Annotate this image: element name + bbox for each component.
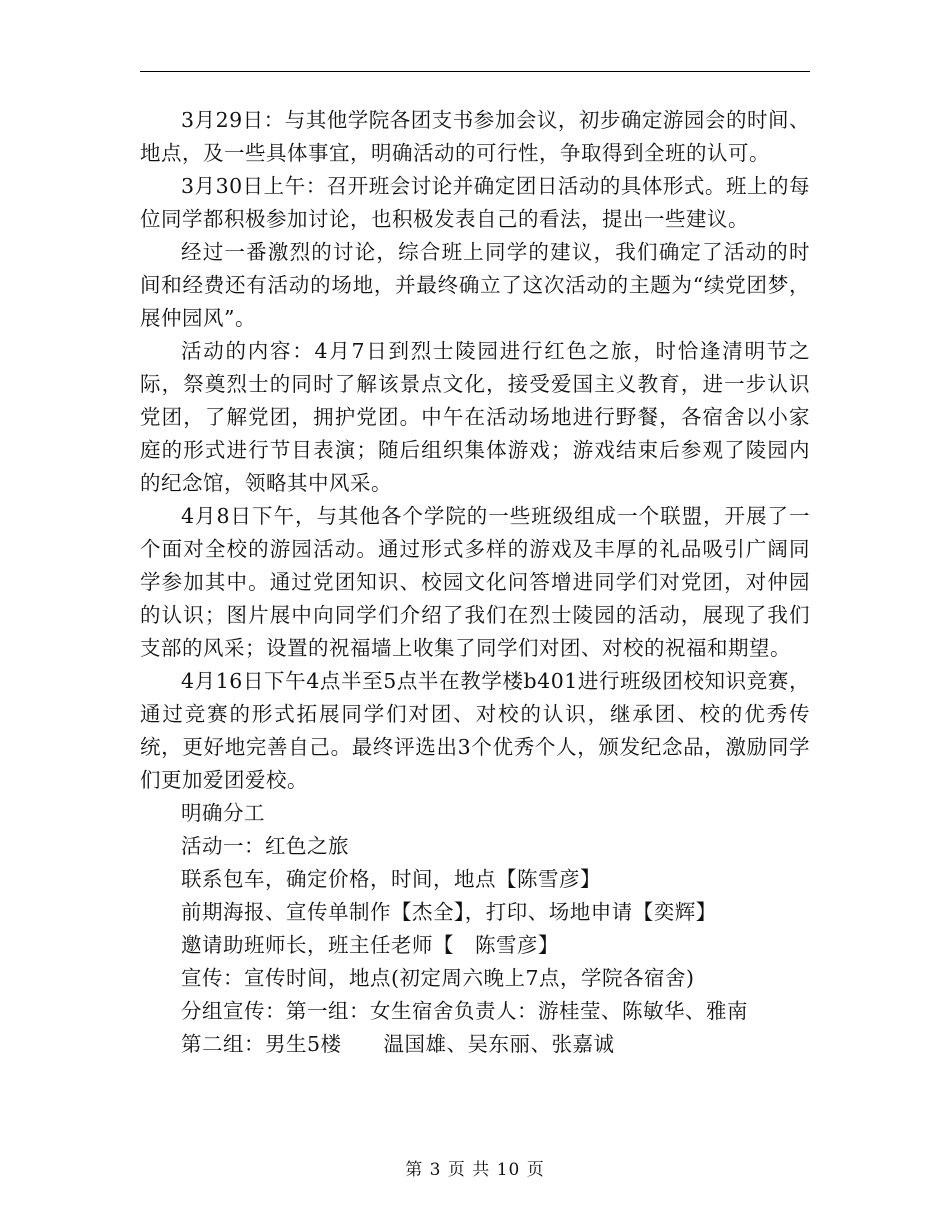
paragraph-mar29: 3月29日：与其他学院各团支书参加会议，初步确定游园会的时间、地点，及一些具体事宜，明确活动的可行性，争取得到全班的认可。 — [140, 108, 810, 165]
activity-one-title: 活动一：红色之旅 — [181, 834, 349, 858]
list-item: 联系包车，确定价格，时间，地点【陈雪彦】 — [181, 867, 601, 891]
page-number: 第 3 页 共 10 页 — [405, 1160, 545, 1180]
document-body — [140, 104, 810, 1061]
section-heading-division: 明确分工 — [181, 801, 265, 825]
paragraph-discussion: 经过一番激烈的讨论，综合班上同学的建议，我们确定了活动的时间和经费还有活动的场地，并最终确立了这次活动的主题为“续党团梦，展仲园风”。 — [140, 240, 810, 330]
list-item: 邀请助班师长，班主任老师【 陈雪彦】 — [181, 933, 559, 957]
list-item: 宣传：宣传时间，地点(初定周六晚上7点，学院各宿舍) — [181, 966, 695, 990]
paragraph-activity-content: 活动的内容：4月7日到烈士陵园进行红色之旅，时恰逢清明节之际，祭奠烈士的同时了解该景点文化，接受爱国主义教育，进一步认识党团，了解党团，拥护党团。中午在活动场地进行野餐，各宿舍以小家庭的形式进行节目表演；随后组织集体游戏；游戏结束后参观了陵园内的纪念馆，领略其中风采。 — [140, 339, 810, 495]
list-item: 分组宣传：第一组：女生宿舍负责人：游桂莹、陈敏华、雅南 — [181, 999, 748, 1023]
header-rule — [140, 71, 810, 72]
paragraph-apr8: 4月8日下午，与其他各个学院的一些班级组成一个联盟，开展了一个面对全校的游园活动。通过形式多样的游戏及丰厚的礼品吸引广阔同学参加其中。通过党团知识、校园文化问答增进同学们对党团，对仲园的认识；图片展中向同学们介绍了我们在烈士陵园的活动，展现了我们支部的风采；设置的祝福墙上收集了同学们对团、对校的祝福和期望。 — [140, 504, 810, 660]
list-item: 第二组：男生5楼 温国雄、吴东丽、张嘉诚 — [181, 1032, 615, 1056]
paragraph-mar30: 3月30日上午：召开班会讨论并确定团日活动的具体形式。班上的每位同学都积极参加讨论，也积极发表自己的看法，提出一些建议。 — [140, 174, 810, 231]
list-item: 前期海报、宣传单制作【杰全】，打印、场地申请【奕辉】 — [181, 900, 717, 924]
paragraph-apr16: 4月16日下午4点半至5点半在教学楼b401进行班级团校知识竞赛，通过竞赛的形式拓展同学们对团、对校的认识，继承团、校的优秀传统，更好地完善自己。最终评选出3个优秀个人，颁发纪念品，激励同学们更加爱团爱校。 — [140, 669, 810, 792]
